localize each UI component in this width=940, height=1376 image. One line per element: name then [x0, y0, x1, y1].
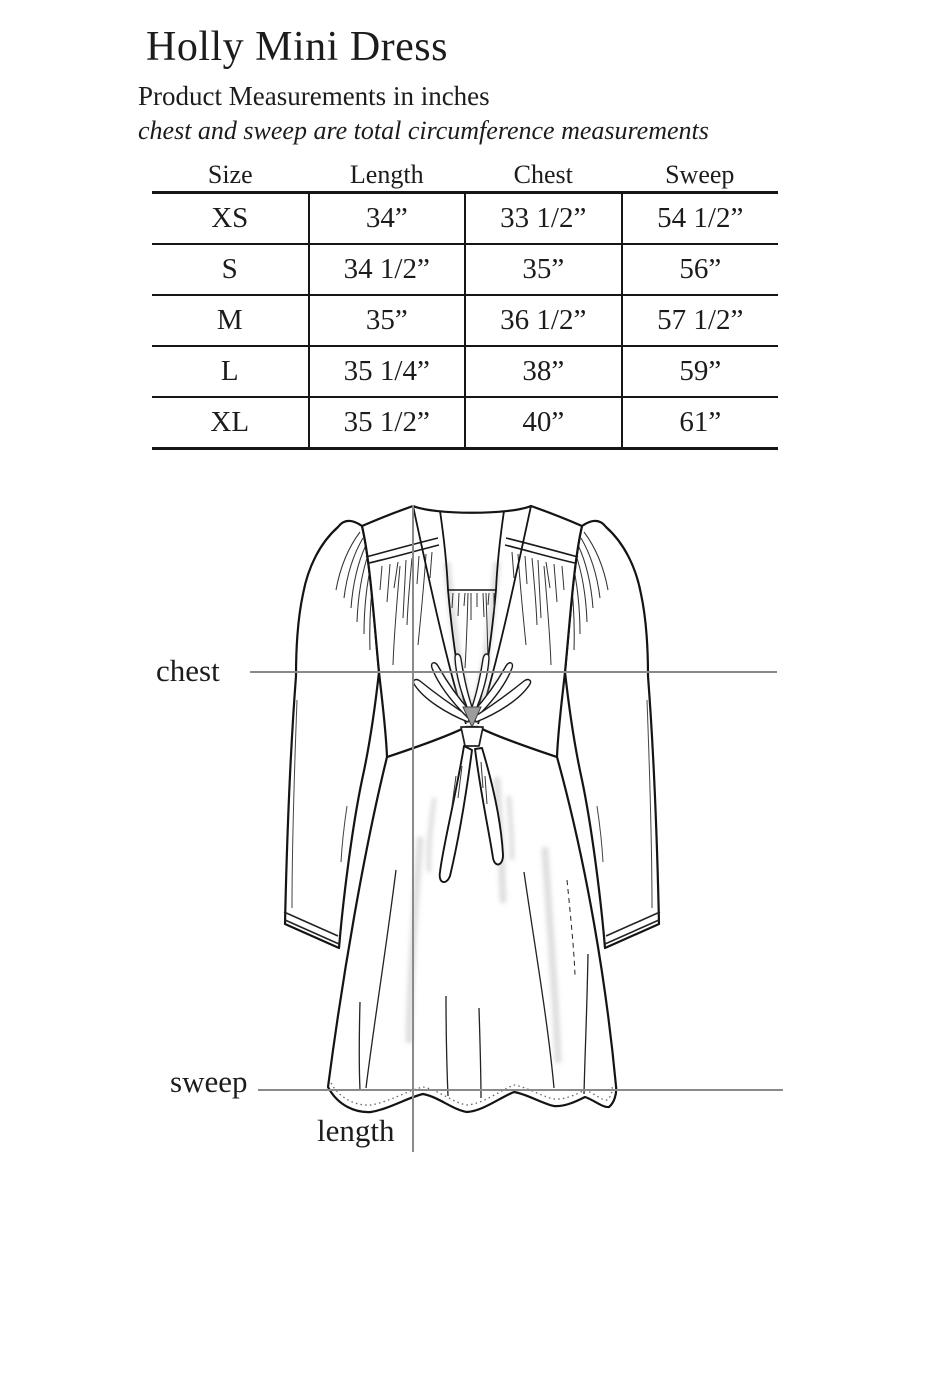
measurement-cell: 33 1/2” [465, 193, 622, 245]
measurement-cell: 35 1/2” [309, 397, 466, 449]
measurement-cell: 35 1/4” [309, 346, 466, 397]
measurement-cell: 40” [465, 397, 622, 449]
size-chart-header [152, 158, 778, 193]
measurement-cell: 38” [465, 346, 622, 397]
size-chart-table [152, 158, 778, 450]
column-header-chest: Chest [513, 159, 573, 189]
column-header-sweep: Sweep [665, 159, 735, 189]
size-cell: M [152, 295, 309, 346]
table-row [152, 193, 778, 245]
page-title: Holly Mini Dress [146, 24, 448, 70]
size-cell: XL [152, 397, 309, 449]
measurement-note: chest and sweep are total circumference measurements [138, 116, 709, 145]
measurement-cell: 57 1/2” [622, 295, 779, 346]
measurement-cell: 54 1/2” [622, 193, 779, 245]
table-row [152, 244, 778, 295]
size-cell: XS [152, 193, 309, 245]
header [138, 22, 709, 146]
measurement-cell: 61” [622, 397, 779, 449]
skirt-outline [328, 727, 616, 1112]
size-cell: S [152, 244, 309, 295]
measurement-cell: 34” [309, 193, 466, 245]
size-cell: L [152, 346, 309, 397]
measurement-cell: 59” [622, 346, 779, 397]
measurement-cell: 56” [622, 244, 779, 295]
table-row [152, 346, 778, 397]
measurement-cell: 35” [465, 244, 622, 295]
sweep-label: sweep [170, 1064, 248, 1099]
dress-illustration [240, 490, 800, 1170]
measurement-cell: 34 1/2” [309, 244, 466, 295]
page-subtitle: Product Measurements in inches [138, 81, 490, 111]
column-header-length: Length [349, 159, 424, 189]
measurement-cell: 36 1/2” [465, 295, 622, 346]
measurement-cell: 35” [309, 295, 466, 346]
column-header-size: Size [207, 159, 253, 189]
table-row [152, 295, 778, 346]
table-row [152, 397, 778, 449]
chest-label: chest [156, 653, 220, 688]
length-label: length [317, 1113, 395, 1148]
